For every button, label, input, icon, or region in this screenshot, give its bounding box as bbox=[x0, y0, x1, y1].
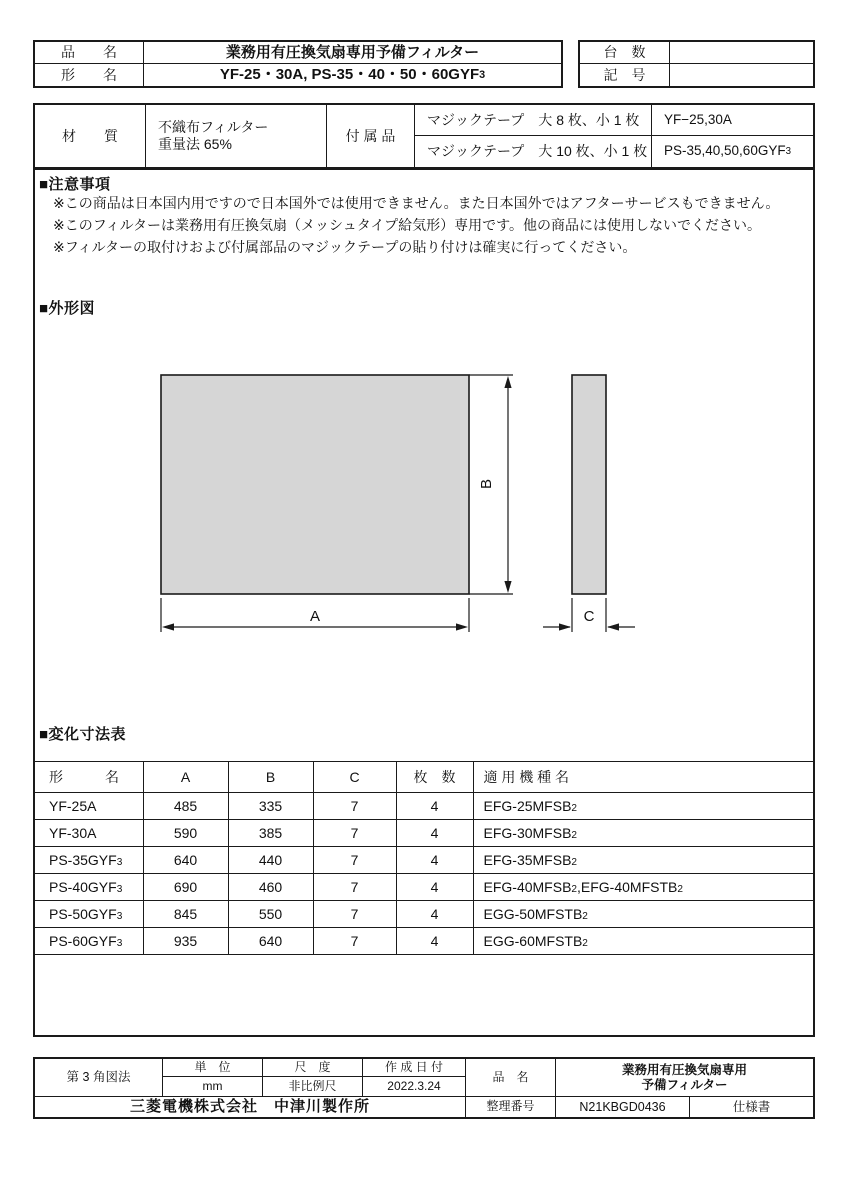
product-name-label: 品 名 bbox=[35, 42, 144, 64]
doc-type: 仕様書 bbox=[732, 1099, 771, 1114]
cell-model-name: PS-35GYF3 bbox=[35, 847, 143, 874]
cell-value: 440 bbox=[228, 847, 313, 874]
cell-value: 640 bbox=[228, 928, 313, 955]
cell-value: 935 bbox=[143, 928, 228, 955]
dim-table-body bbox=[35, 793, 813, 955]
cell-model-name: PS-40GYF3 bbox=[35, 874, 143, 901]
dim-a-arrowhead-right bbox=[456, 623, 468, 630]
cell-value: 7 bbox=[313, 901, 396, 928]
table-row bbox=[35, 820, 813, 847]
dim-table-header bbox=[35, 762, 813, 793]
cell-value: 4 bbox=[396, 874, 473, 901]
product-label: 品 名 bbox=[466, 1059, 556, 1097]
cell-value: 7 bbox=[313, 793, 396, 820]
cell-value: 845 bbox=[143, 901, 228, 928]
cell-model-name: YF-30A bbox=[35, 820, 143, 847]
cell-model-name: YF-25A bbox=[35, 793, 143, 820]
date-label: 作 成 日 付 bbox=[363, 1059, 466, 1077]
front-view-rect bbox=[161, 375, 469, 594]
cell-applicable-models: EFG-30MFSB2 bbox=[473, 820, 813, 847]
cell-value: 460 bbox=[228, 874, 313, 901]
accessories-label: 付 属 品 bbox=[327, 105, 415, 167]
model-name-value: YF-25・30A, PS-35・40・50・60GYF 3 bbox=[219, 66, 486, 83]
col-header-model: 形 名 bbox=[35, 762, 143, 793]
ref-number-value: N21KBGD0436 bbox=[556, 1097, 690, 1117]
table-row bbox=[35, 901, 813, 928]
date-value: 2022.3.24 bbox=[363, 1077, 466, 1097]
symbol-value bbox=[670, 64, 813, 86]
cell-applicable-models: EGG-50MFSTB2 bbox=[473, 901, 813, 928]
material-value bbox=[146, 105, 327, 167]
projection-method: 第 3 角図法 bbox=[35, 1059, 163, 1097]
side-view-rect bbox=[572, 375, 606, 594]
material-value-line1: 不織布フィルター bbox=[158, 119, 269, 136]
dim-b-arrowhead-top bbox=[504, 376, 511, 388]
cell-model-name: PS-60GYF3 bbox=[35, 928, 143, 955]
dim-c-arrowhead-left bbox=[559, 623, 571, 630]
content-box bbox=[33, 168, 815, 1037]
scale-value: 非比例尺 bbox=[263, 1077, 363, 1097]
company-name: 三菱電機株式会社 中津川製作所 bbox=[35, 1097, 466, 1117]
col-header-applicable: 適 用 機 種 名 bbox=[473, 762, 813, 793]
table-row bbox=[35, 928, 813, 955]
unit-value: mm bbox=[163, 1077, 263, 1097]
dim-c-arrowhead-right bbox=[607, 623, 619, 630]
product-title-line1: 業務用有圧換気扇専用 bbox=[621, 1063, 747, 1078]
cell-value: 7 bbox=[313, 847, 396, 874]
cell-value: 640 bbox=[143, 847, 228, 874]
cell-value: 550 bbox=[228, 901, 313, 928]
cell-value: 7 bbox=[313, 874, 396, 901]
ref-number-label: 整理番号 bbox=[466, 1097, 556, 1117]
cell-value: 4 bbox=[396, 928, 473, 955]
cell-model-name: PS-50GYF3 bbox=[35, 901, 143, 928]
note-item: ※フィルターの取付けおよび付属部品のマジックテープの貼り付けは確実に行ってください。 bbox=[53, 239, 637, 255]
cell-value: 7 bbox=[313, 820, 396, 847]
cell-value: 590 bbox=[143, 820, 228, 847]
dim-a-arrowhead-left bbox=[162, 623, 174, 630]
cell-value: 485 bbox=[143, 793, 228, 820]
col-header-sheets: 枚 数 bbox=[396, 762, 473, 793]
table-row bbox=[35, 874, 813, 901]
cell-value: 7 bbox=[313, 928, 396, 955]
notes-list bbox=[53, 192, 779, 258]
dim-b-arrowhead-bottom bbox=[504, 581, 511, 593]
unit-label: 単 位 bbox=[163, 1059, 263, 1077]
dim-c-label: C bbox=[583, 608, 595, 625]
symbol-label: 記 号 bbox=[580, 64, 670, 86]
notes-title: ■注意事項 bbox=[39, 176, 111, 193]
units-label: 台 数 bbox=[580, 42, 670, 64]
cell-applicable-models: EGG-60MFSTB2 bbox=[473, 928, 813, 955]
table-row bbox=[35, 847, 813, 874]
outline-title: ■外形図 bbox=[39, 300, 96, 317]
cell-value: 4 bbox=[396, 847, 473, 874]
title-block bbox=[33, 1057, 815, 1119]
note-item: ※このフィルターは業務用有圧換気扇（メッシュタイプ給気形）専用です。他の商品には使用しないでください。 bbox=[53, 217, 761, 233]
col-header-a: A bbox=[143, 762, 228, 793]
col-header-b: B bbox=[228, 762, 313, 793]
col-header-c: C bbox=[313, 762, 396, 793]
product-title-line2: 予備フィルター bbox=[641, 1077, 728, 1092]
scale-label: 尺 度 bbox=[263, 1059, 363, 1077]
dim-table-header-row bbox=[35, 762, 813, 793]
cell-value: 690 bbox=[143, 874, 228, 901]
product-name-value: 業務用有圧換気扇専用予備フィルター bbox=[144, 42, 561, 64]
accessory-models: YF−25,30A bbox=[652, 105, 813, 136]
cell-value: 4 bbox=[396, 793, 473, 820]
material-table bbox=[33, 103, 815, 169]
model-name-label: 形 名 bbox=[35, 64, 144, 86]
material-value-line2: 重量法 65% bbox=[158, 136, 232, 152]
accessory-models: PS-35,40,50,60GYF 3 bbox=[664, 143, 791, 159]
cell-value: 4 bbox=[396, 901, 473, 928]
dim-table bbox=[35, 761, 813, 955]
material-label: 材 質 bbox=[35, 105, 146, 167]
accessory-item: マジックテープ 大 8 枚、小 1 枚 bbox=[415, 105, 652, 136]
dim-table-title: ■変化寸法表 bbox=[39, 726, 127, 743]
accessory-item: マジックテープ 大 10 枚、小 1 枚 bbox=[415, 136, 652, 167]
units-symbol-table bbox=[578, 40, 815, 88]
outline-diagram bbox=[35, 335, 813, 645]
dim-a-label: A bbox=[309, 608, 321, 625]
cell-applicable-models: EFG-25MFSB2 bbox=[473, 793, 813, 820]
cell-applicable-models: EFG-40MFSB2,EFG-40MFSTB2 bbox=[473, 874, 813, 901]
cell-value: 385 bbox=[228, 820, 313, 847]
product-title bbox=[556, 1059, 813, 1097]
note-item: ※この商品は日本国内用ですので日本国外では使用できません。また日本国外ではアフターサービスもできません。 bbox=[53, 195, 780, 211]
cell-value: 335 bbox=[228, 793, 313, 820]
cell-applicable-models: EFG-35MFSB2 bbox=[473, 847, 813, 874]
table-row bbox=[35, 793, 813, 820]
dim-b-label: B bbox=[478, 478, 495, 490]
units-value bbox=[670, 42, 813, 64]
cell-value: 4 bbox=[396, 820, 473, 847]
product-model-table bbox=[33, 40, 563, 88]
